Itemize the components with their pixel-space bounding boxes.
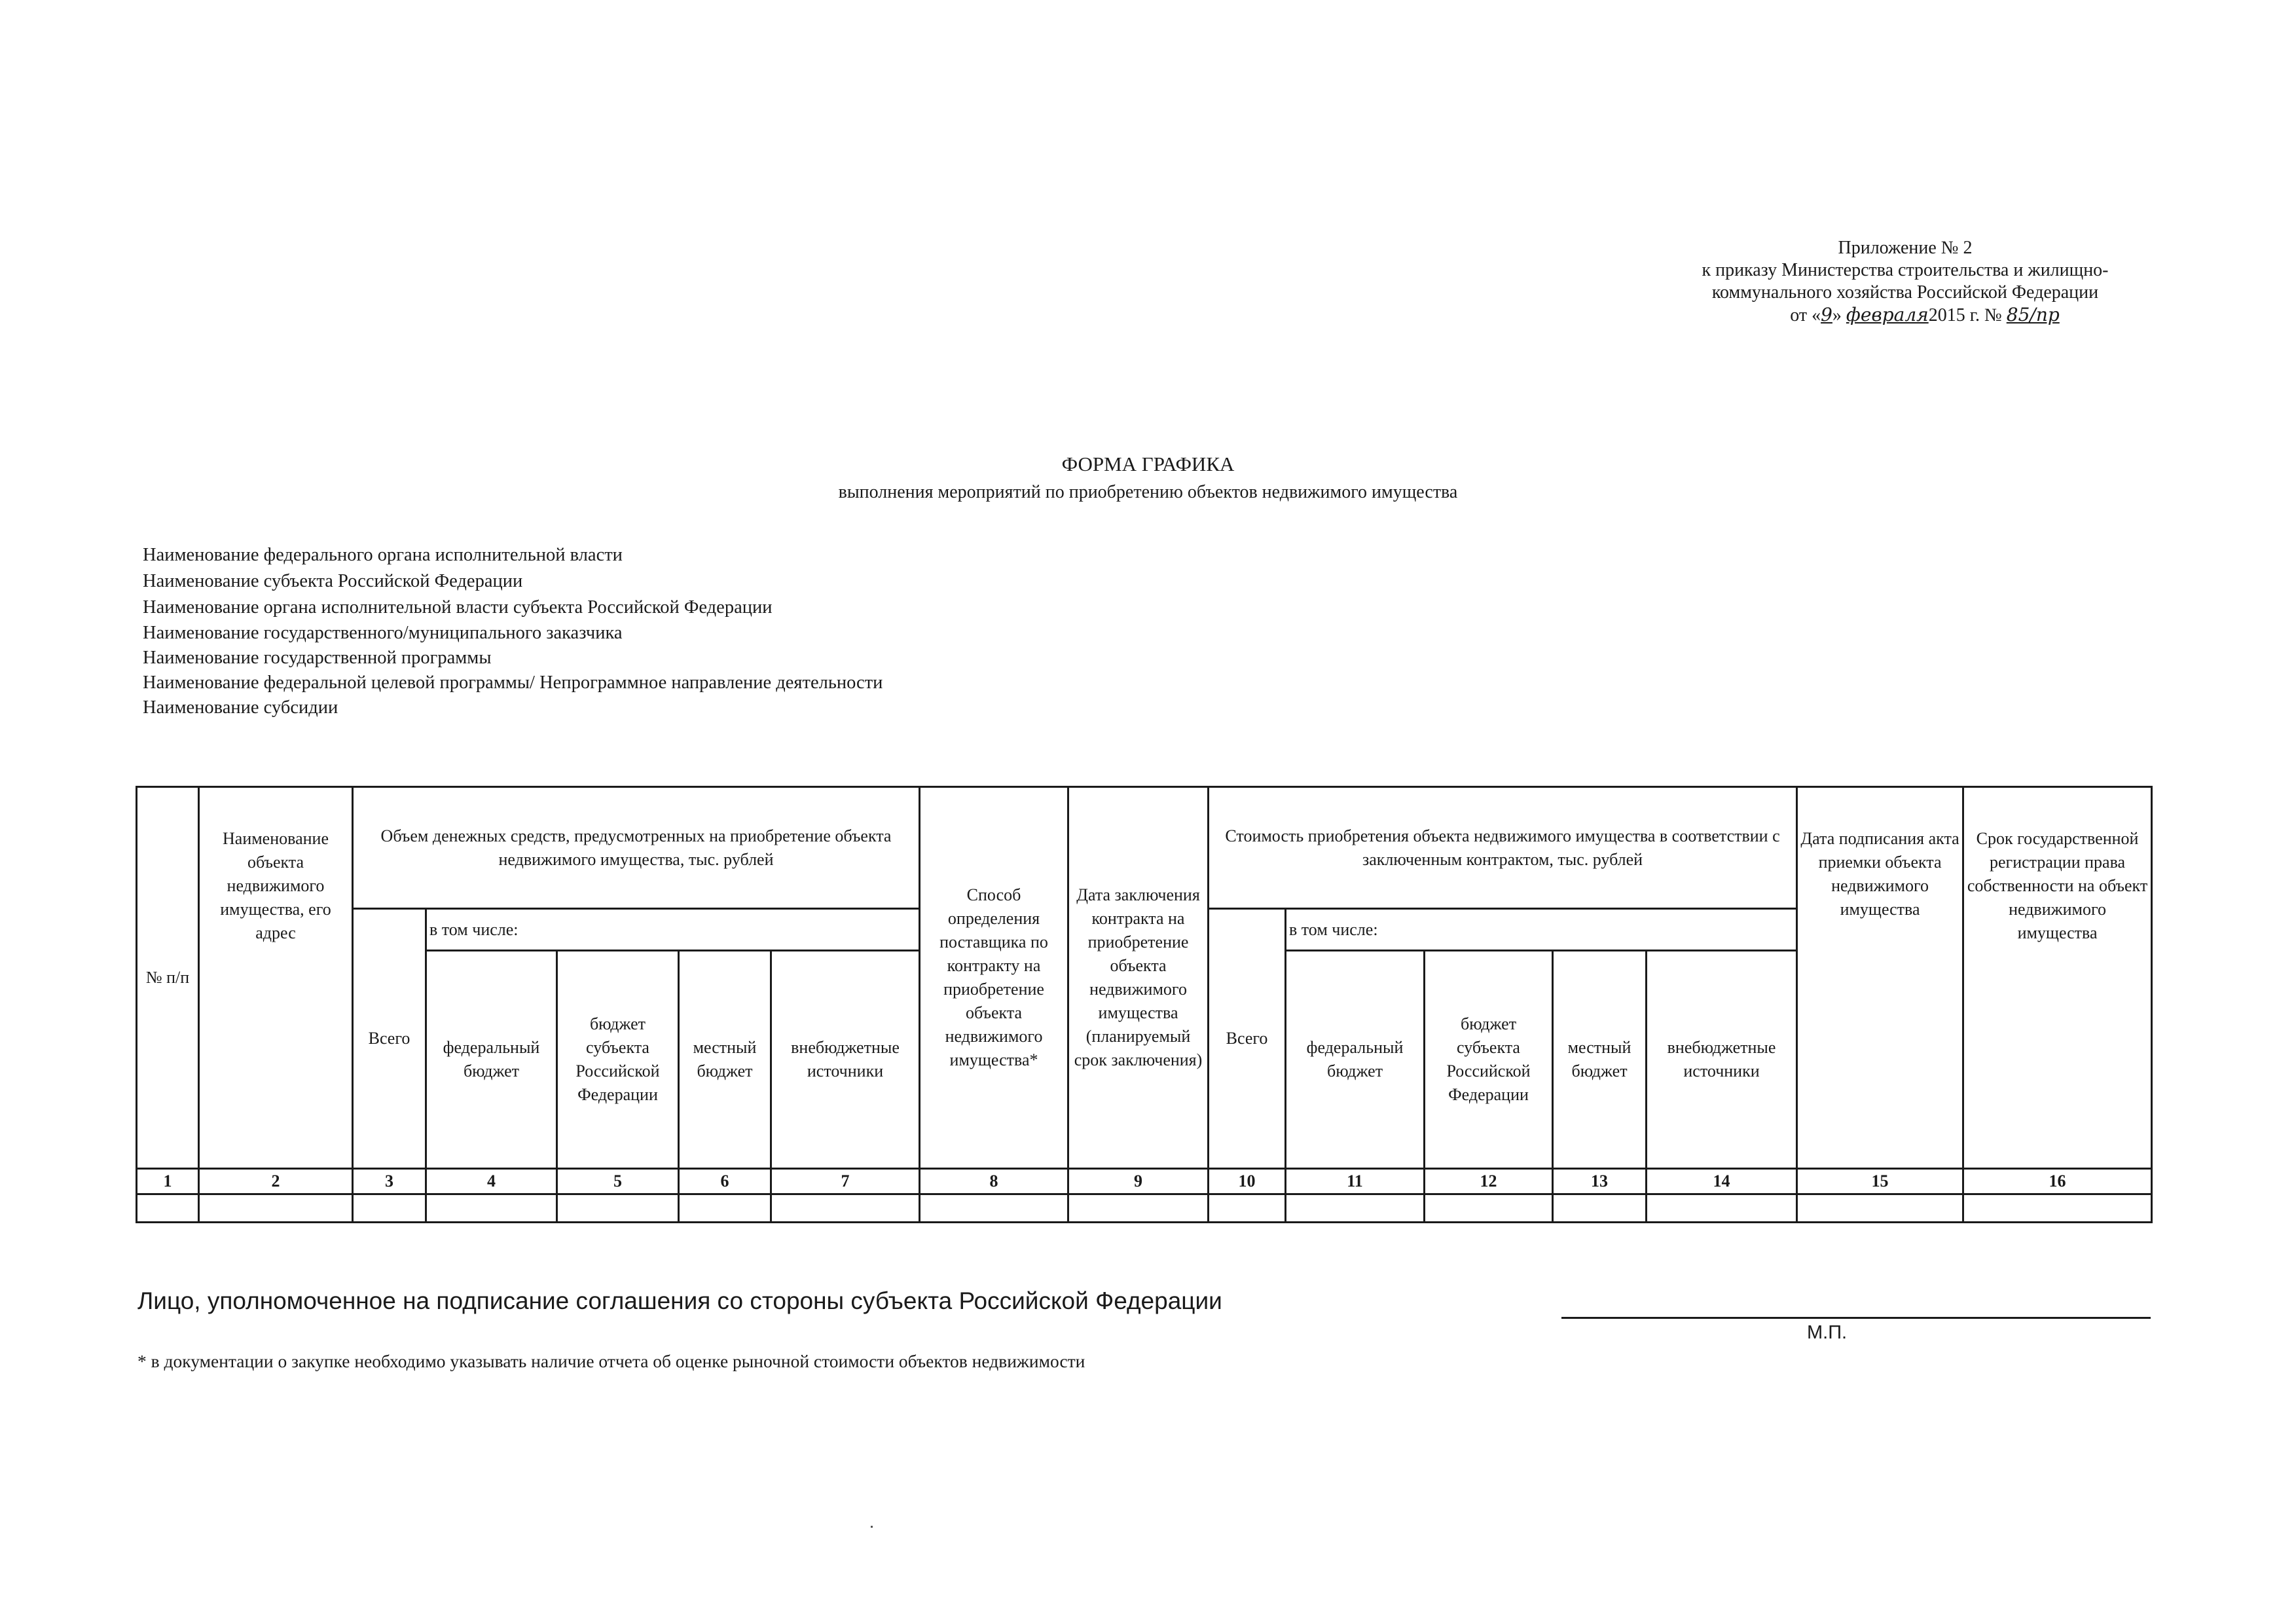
cell-empty[interactable] [1286, 1194, 1425, 1223]
footnote: * в документации о закупке необходимо указывать наличие отчета об оценке рыночной стоимости объектов недвижимости [137, 1351, 1085, 1371]
header-funds-total: Всего [353, 909, 426, 1169]
col-number-11: 11 [1286, 1169, 1425, 1194]
appendix-ministry-line: коммунального хозяйства Российской Федерации [1711, 282, 2099, 303]
schedule-table [136, 786, 2153, 1223]
header-act-date: Дата подписания акта приемки объекта недвижимого имущества [1797, 787, 1963, 1169]
col-number-1: 1 [137, 1169, 199, 1194]
header-cost-subject: бюджет субъекта Российской Федерации [1425, 951, 1553, 1169]
cell-empty[interactable] [1963, 1194, 2152, 1223]
header-funds: Объем денежных средств, предусмотренных на приобретение объекта недвижимого имущества, тыс. рублей [353, 787, 920, 909]
header-supplier-method: Способ определения поставщика по контракту на приобретение объекта недвижимого имущества* [920, 787, 1068, 1169]
cell-empty[interactable] [1209, 1194, 1286, 1223]
header-cost-local: местный бюджет [1553, 951, 1647, 1169]
signer-caption: Лицо, уполномоченное на подписание соглашения со стороны субъекта Российской Федерации [137, 1287, 1222, 1314]
cell-empty[interactable] [353, 1194, 426, 1223]
table-row [137, 1194, 2152, 1223]
col-number-14: 14 [1647, 1169, 1797, 1194]
col-number-16: 16 [1963, 1169, 2152, 1194]
col-number-9: 9 [1068, 1169, 1209, 1194]
header-cost-including: в том числе: [1286, 909, 1797, 951]
date-year: 2015 г. № [1928, 305, 2002, 325]
header-cost-extra: внебюджетные источники [1647, 951, 1797, 1169]
label-target-program: Наименование федеральной целевой программы/ Непрограммное направление деятельности [143, 673, 883, 693]
header-funds-extra: внебюджетные источники [771, 951, 920, 1169]
col-number-10: 10 [1209, 1169, 1286, 1194]
cell-empty[interactable] [771, 1194, 920, 1223]
signature-line [1561, 1317, 2151, 1319]
header-cost-federal: федеральный бюджет [1286, 951, 1425, 1169]
cell-empty[interactable] [1068, 1194, 1209, 1223]
header-cost-total: Всего [1209, 909, 1286, 1169]
col-number-3: 3 [353, 1169, 426, 1194]
cell-empty[interactable] [1425, 1194, 1553, 1223]
cell-empty[interactable] [137, 1194, 199, 1223]
form-title: ФОРМА ГРАФИКА [1061, 452, 1235, 475]
col-number-15: 15 [1797, 1169, 1963, 1194]
col-number-4: 4 [426, 1169, 557, 1194]
label-customer: Наименование государственного/муниципального заказчика [143, 623, 623, 643]
header-funds-federal: федеральный бюджет [426, 951, 557, 1169]
cell-empty[interactable] [1647, 1194, 1797, 1223]
header-object-name: Наименование объекта недвижимого имущества, его адрес [199, 787, 353, 1169]
col-number-7: 7 [771, 1169, 920, 1194]
label-subject-body: Наименование органа исполнительной власти субъекта Российской Федерации [143, 597, 773, 618]
cell-empty[interactable] [557, 1194, 679, 1223]
header-funds-local: местный бюджет [679, 951, 771, 1169]
label-subject: Наименование субъекта Российской Федерации [143, 571, 523, 591]
stamp-label: М.П. [1807, 1322, 1848, 1343]
cell-empty[interactable] [199, 1194, 353, 1223]
header-funds-including: в том числе: [426, 909, 920, 951]
header-number: № п/п [137, 787, 199, 1169]
cell-empty[interactable] [1553, 1194, 1647, 1223]
col-number-13: 13 [1553, 1169, 1647, 1194]
header-registration-term: Срок государственной регистрации права собственности на объект недвижимого имущества [1963, 787, 2152, 1169]
header-contract-date: Дата заключения контракта на приобретение объекта недвижимого имущества (планируемый срок заключения) [1068, 787, 1209, 1169]
cell-empty[interactable] [920, 1194, 1068, 1223]
label-program: Наименование государственной программы [143, 648, 492, 668]
cell-empty[interactable] [679, 1194, 771, 1223]
col-number-6: 6 [679, 1169, 771, 1194]
date-prefix: от « [1790, 305, 1821, 325]
header-funds-subject: бюджет субъекта Российской Федерации [557, 951, 679, 1169]
date-day: 9 [1821, 304, 1832, 325]
label-subsidy: Наименование субсидии [143, 697, 338, 718]
label-federal-body: Наименование федерального органа исполнительной власти [143, 545, 623, 565]
order-number: 85/пр [2006, 304, 2060, 325]
col-number-5: 5 [557, 1169, 679, 1194]
appendix-date-line: от «9» февраля2015 г. № 85/пр [1790, 304, 2060, 325]
form-subtitle: выполнения мероприятий по приобретению объектов недвижимого имущества [838, 482, 1458, 502]
col-number-2: 2 [199, 1169, 353, 1194]
col-number-12: 12 [1425, 1169, 1553, 1194]
date-month: февраля [1846, 304, 1929, 325]
form-labels [143, 542, 883, 720]
cell-empty[interactable] [426, 1194, 557, 1223]
appendix-number: Приложение № 2 [1838, 238, 1973, 258]
appendix-header [1624, 237, 2187, 327]
cell-empty[interactable] [1797, 1194, 1963, 1223]
header-cost: Стоимость приобретения объекта недвижимого имущества в соответствии с заключенным контрактом, тыс. рублей [1209, 787, 1797, 909]
scan-speck [871, 1526, 873, 1528]
appendix-order-line: к приказу Министерства строительства и жилищно- [1702, 260, 2109, 280]
col-number-8: 8 [920, 1169, 1068, 1194]
